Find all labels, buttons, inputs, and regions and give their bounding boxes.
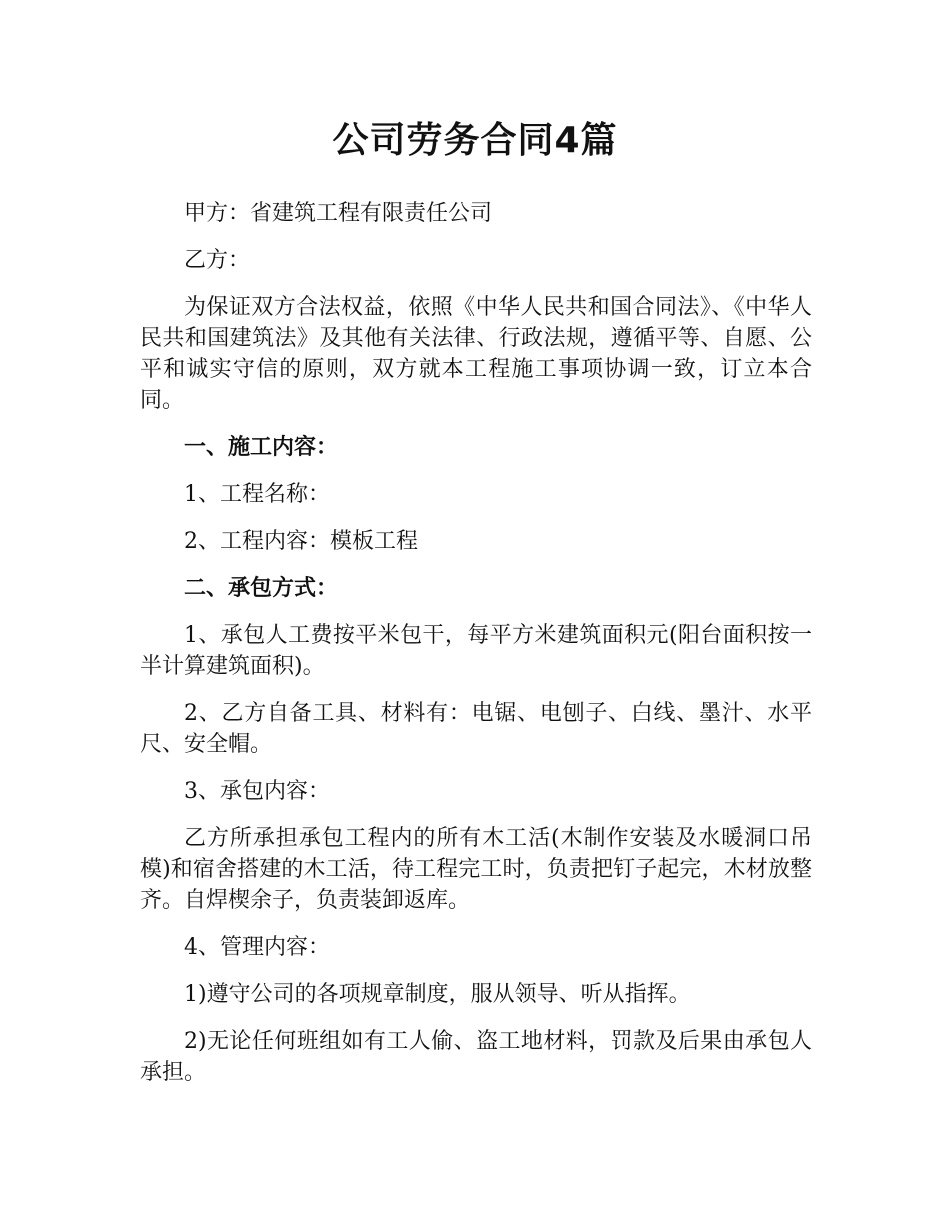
party-a-line: 甲方：省建筑工程有限责任公司 [184, 201, 493, 226]
preamble-paragraph: 为保证双方合法权益，依照《中华人民共和国合同法》、《中华人民共和国建筑法》及其他有关法律、行政法规，遵循平等、自愿、公平和诚实守信的原则，双方就本工程施工事项协调一致，订立本合同。 [140, 295, 812, 413]
management-rule-1: 1)遵守公司的各项规章制度，服从领导、听从指挥。 [184, 982, 691, 1007]
document-body [140, 198, 812, 1104]
management-rule-2: 2)无论任何班组如有工人偷、盗工地材料，罚款及后果由承包人承担。 [140, 1029, 812, 1085]
project-content-item: 2、工程内容：模板工程 [184, 529, 418, 554]
document-title: 公司劳务合同4篇 [332, 120, 618, 161]
section-1-heading: 一、施工内容： [184, 435, 339, 460]
contract-scope-item: 3、承包内容： [184, 779, 330, 804]
project-name-item: 1、工程名称： [184, 482, 330, 507]
party-b-line: 乙方： [184, 248, 251, 273]
labor-fee-item: 1、承包人工费按平米包干，每平方米建筑面积元(阳台面积按一半计算建筑面积)。 [140, 623, 812, 679]
management-item: 4、管理内容： [184, 935, 330, 960]
section-2-heading: 二、承包方式： [184, 576, 339, 601]
tools-item: 2、乙方自备工具、材料有：电锯、电刨子、白线、墨汁、水平尺、安全帽。 [140, 701, 812, 757]
contract-scope-detail: 乙方所承担承包工程内的所有木工活(木制作安装及水暖洞口吊模)和宿舍搭建的木工活，待工程完工时，负责把钉子起完，木材放整齐。自焊楔余子，负责装卸返库。 [140, 826, 812, 913]
